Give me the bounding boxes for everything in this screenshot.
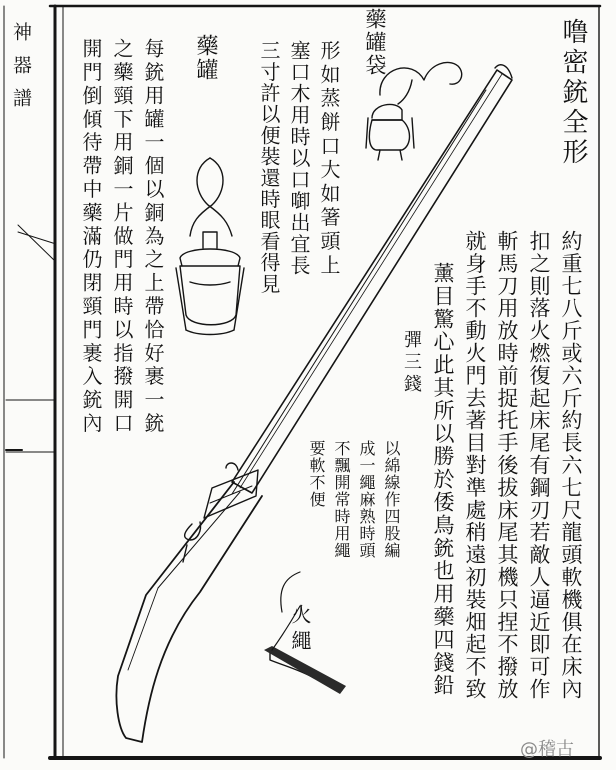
label-medicine-pouch: 藥罐 xyxy=(193,34,218,82)
cord-note-col-4: 要軟不便 xyxy=(307,440,326,508)
medicine-pouch-drawing xyxy=(176,158,244,335)
margin-title: 神器譜 xyxy=(10,22,32,121)
label-fire-cord: 火繩 xyxy=(288,604,312,656)
watermark: @稽古 xyxy=(520,739,574,760)
page-title: 噜密銃全形 xyxy=(558,18,588,168)
cord-note-col-2: 成一繩麻熟時頭 xyxy=(357,440,376,559)
main-text-col-1: 約重七八斤或六斤約長六七尺龍頭軟機俱在床內 xyxy=(559,230,583,701)
pouch-note-col-1: 每銃用罐一個以銅為之上帶恰好裹一銃 xyxy=(141,38,165,436)
main-text-col-2: 扣之則落火燃復起床尾有鋼刃若敵人逼近即可作 xyxy=(527,230,551,701)
pouch-note-col-2: 之藥頸下用銅一片做門用時以指撥開口 xyxy=(110,38,134,436)
main-text-col-6: 彈三錢 xyxy=(401,330,422,396)
cord-note-col-3: 不飄開常時用繩 xyxy=(332,440,351,559)
cord-note-col-1: 以綿線作四股編 xyxy=(382,440,401,559)
holder-note-col-3: 三寸許以便裝還時眼看得見 xyxy=(257,40,281,295)
holder-note-col-2: 塞口木用時以口啣出宜長 xyxy=(287,40,311,277)
main-text-col-4: 就身手不動火門去著目對準處稍遠初裝畑起不致 xyxy=(463,230,487,701)
label-medicine-holder-text: 藥罐袋 xyxy=(363,8,387,77)
holder-note-col-1: 形如蒸餅口大如箸頭上 xyxy=(317,40,341,278)
main-text-col-3: 斬馬刀用放時前捉托手後拔床尾其機只捏不撥放 xyxy=(495,230,519,701)
label-medicine-holder xyxy=(360,8,390,82)
main-text-col-5: 薰目驚心此其所以勝於倭鳥銃也用藥四錢鉛 xyxy=(431,262,455,698)
pouch-note-col-3: 開門倒傾待帶中藥滿仍閉頸門裹入銃內 xyxy=(79,38,103,436)
